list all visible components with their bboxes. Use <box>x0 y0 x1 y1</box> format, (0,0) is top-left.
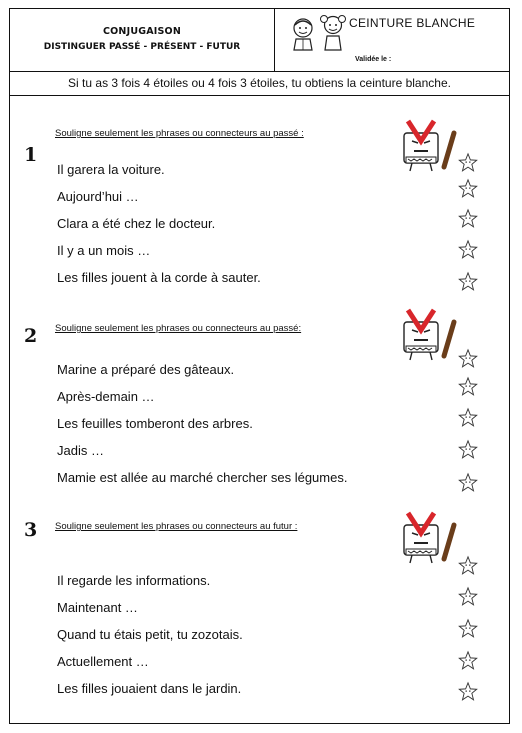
sentence[interactable]: Après-demain … <box>57 389 155 404</box>
section-instruction: Souligne seulement les phrases ou connecteurs au passé: <box>55 323 302 334</box>
star-icon[interactable] <box>457 271 479 293</box>
star-icon[interactable] <box>457 650 479 672</box>
sentence[interactable]: Aujourd’hui … <box>57 189 139 204</box>
karate-mascot-icon <box>400 306 460 362</box>
section-instruction: Souligne seulement les phrases ou connecteurs au passé : <box>55 128 304 139</box>
sentence[interactable]: Les feuilles tomberont des arbres. <box>57 416 253 431</box>
karate-mascot-icon <box>400 117 460 173</box>
sentence[interactable]: Il regarde les informations. <box>57 573 211 588</box>
girl-icon <box>319 13 347 51</box>
header <box>10 9 509 72</box>
worksheet-title: CONJUGAISON <box>102 26 181 37</box>
sentence[interactable]: Il y a un mois … <box>57 243 151 258</box>
validated-label: Validée le : <box>355 56 392 63</box>
star-icon[interactable] <box>457 239 479 261</box>
star-icon[interactable] <box>457 555 479 577</box>
star-icon[interactable] <box>457 407 479 429</box>
star-icon[interactable] <box>457 178 479 200</box>
section-number: 1 <box>24 144 38 166</box>
section-instruction: Souligne seulement les phrases ou connecteurs au futur : <box>55 521 298 532</box>
star-icon[interactable] <box>457 472 479 494</box>
star-icon[interactable] <box>457 681 479 703</box>
sentence[interactable]: Clara a été chez le docteur. <box>57 216 216 231</box>
star-icon[interactable] <box>457 618 479 640</box>
boy-icon <box>289 17 317 51</box>
sentence[interactable]: Quand tu étais petit, tu zozotais. <box>57 627 243 642</box>
sentence[interactable]: Actuellement … <box>57 654 149 669</box>
sentence[interactable]: Marine a préparé des gâteaux. <box>57 362 235 377</box>
belt-level: CEINTURE BLANCHE <box>349 16 476 30</box>
sentence[interactable]: Jadis … <box>57 443 104 458</box>
worksheet <box>9 8 510 724</box>
star-icon[interactable] <box>457 586 479 608</box>
section-number: 3 <box>24 519 38 541</box>
header-belt-box <box>275 9 510 71</box>
worksheet-subtitle: DISTINGUER PASSÉ - PRÉSENT - FUTUR <box>43 42 241 52</box>
sentence[interactable]: Maintenant … <box>57 600 138 615</box>
star-icon[interactable] <box>457 439 479 461</box>
sentence[interactable]: Les filles jouent à la corde à sauter. <box>57 270 261 285</box>
section-number: 2 <box>24 325 38 347</box>
header-title-box <box>10 9 275 71</box>
sentence[interactable]: Il garera la voiture. <box>57 162 165 177</box>
star-icon[interactable] <box>457 208 479 230</box>
star-icon[interactable] <box>457 376 479 398</box>
sentence[interactable]: Les filles jouaient dans le jardin. <box>57 681 242 696</box>
intro-instruction: Si tu as 3 fois 4 étoiles ou 4 fois 3 étoiles, tu obtiens la ceinture blanche. <box>10 71 509 96</box>
star-icon[interactable] <box>457 348 479 370</box>
star-icon[interactable] <box>457 152 479 174</box>
karate-mascot-icon <box>400 509 460 565</box>
sentence[interactable]: Mamie est allée au marché chercher ses légumes. <box>57 470 348 485</box>
